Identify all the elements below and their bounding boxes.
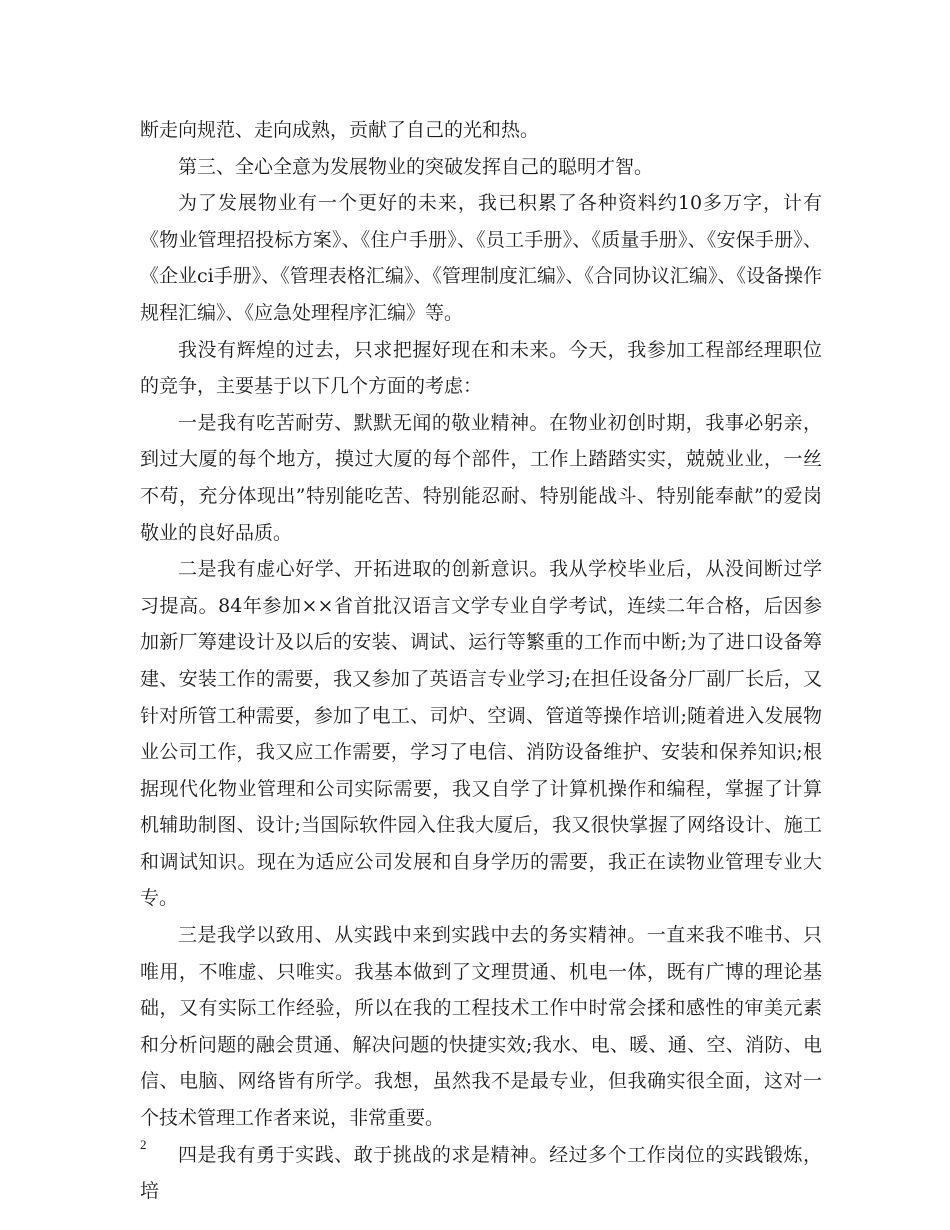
paragraph-2: 第三、全心全意为发展物业的突破发挥自己的聪明才智。 <box>178 155 654 178</box>
paragraph-6: 二是我有虚心好学、开拓进取的创新意识。我从学校毕业后，从没间断过学习提高。84年参加××省首批汉语言文学专业自学考试，连续二年合格，后因参加新厂筹建设计及以后的安装、调试、运行等繁重的工作而中断;为了进口设备筹建、安装工作的需要，我又参加了英语言专业学习;在担任设备分厂副厂长后，又针对所管工种需要，参加了电工、司炉、空调、管道等操作培训;随着进入发展物业公司工作，我又应工作需要，学习了电信、消防设备维护、安装和保养知识;根据现代化物业管理和公司实际需要，我又自学了计算机操作和编程，掌握了计算机辅助制图、设计;当国际软件园入住我大厦后，我又很快掌握了网络设计、施工和调试知识。现在为适应公司发展和自身学历的需要，我正在读物业管理专业大专。 <box>140 558 822 910</box>
paragraph-4: 我没有辉煌的过去，只求把握好现在和未来。今天，我参加工程部经理职位的竞争，主要基于以下几个方面的考虑： <box>140 338 822 398</box>
paragraph-5: 一是我有吃苦耐劳、默默无闻的敬业精神。在物业初创时期，我事必躬亲，到过大厦的每个地方，摸过大厦的每个部件，工作上踏踏实实，兢兢业业，一丝不苟，充分体现出”特别能吃苦、特别能忍耐、特别能战斗、特别能奉献”的爱岗敬业的良好品质。 <box>140 411 822 544</box>
paragraph-7: 三是我学以致用、从实践中来到实践中去的务实精神。一直来我不唯书、只唯用，不唯虚、只唯实。我基本做到了文理贯通、机电一体，既有广博的理论基础，又有实际工作经验，所以在我的工程技术工作中时常会揉和感性的审美元素和分析问题的融会贯通、解决问题的快捷实效;我水、电、暖、通、空、消防、电信、电脑、网络皆有所学。我想，虽然我不是最专业，但我确实很全面，这对一个技术管理工作者来说，非常重要。 <box>140 924 822 1130</box>
paragraph-8: 四是我有勇于实践、敢于挑战的求是精神。经过多个工作岗位的实践锻炼，培 <box>140 1143 822 1203</box>
page-number: 2 <box>140 1137 147 1152</box>
document-body <box>140 112 822 1210</box>
paragraph-3: 为了发展物业有一个更好的未来，我已积累了各种资料约10多万字，计有《物业管理招投标方案》、《住户手册》、《员工手册》、《质量手册》、《安保手册》、《企业ci手册》、《管理表格汇编》、《管理制度汇编》、《合同协议汇编》、《设备操作规程汇编》、《应急处理程序汇编》等。 <box>140 192 822 324</box>
paragraph-1: 断走向规范、走向成熟，贡献了自己的光和热。 <box>140 119 540 141</box>
